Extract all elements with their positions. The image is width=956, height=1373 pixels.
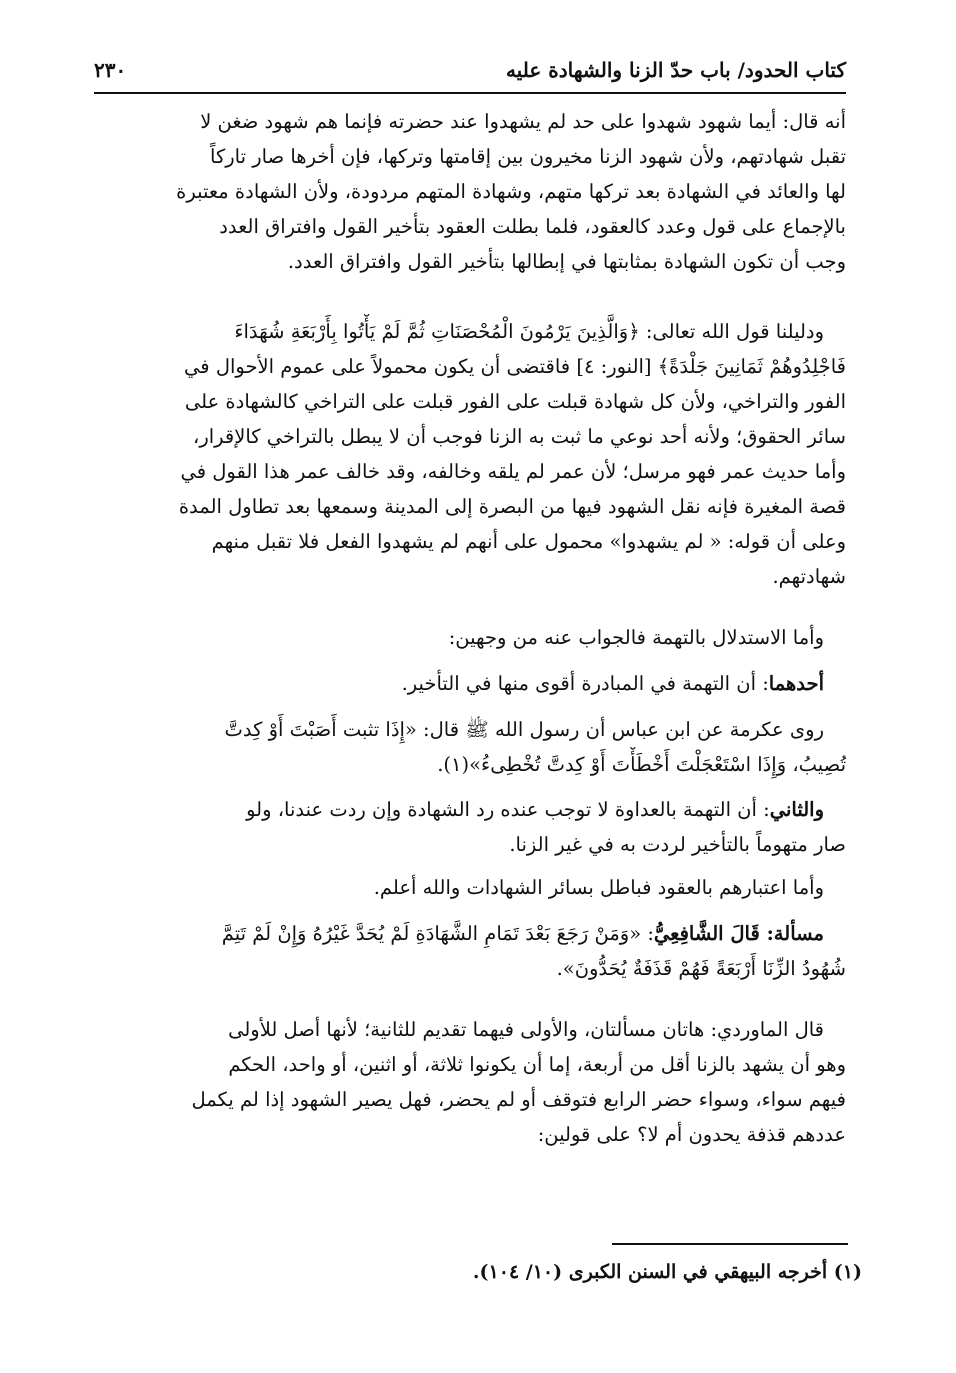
- paragraph: [92, 712, 846, 782]
- text-line: سائر الحقوق؛ ولأنه أحد نوعي ما ثبت به الزنا فوجب أن لا يبطل بالتراخي كالإقرار،: [193, 425, 846, 448]
- text-line: [92, 666, 846, 701]
- text-line: شُهُودُ الزِّنَا أَرْبَعَةً فَهُمْ قَذَفَةٌ يُحَدُّونَ».: [556, 957, 846, 980]
- paragraph: [92, 792, 846, 862]
- text-line: وهو أن يشهد بالزنا أقل من أربعة، إما أن يكونوا ثلاثة، أو اثنين، أو واحد، الحكم: [228, 1053, 846, 1076]
- paragraph: [92, 666, 846, 701]
- text-line: عددهم قذفة يحدون أم لا؟ على قولين:: [537, 1123, 846, 1146]
- text-line: بالإجماع على قول وعدد كالعقود، فلما بطلت العقود بتأخير القول وافتراق العدد: [219, 215, 846, 238]
- text-line: وأما حديث عمر فهو مرسل؛ لأن عمر لم يلقه وخالفه، وقد خالف عمر هذا القول في: [180, 460, 846, 483]
- text-line: تقبل شهادتهم، ولأن شهود الزنا مخيرون بين إقامتها وتركها، فإن أخرها صار تاركاً: [210, 145, 846, 168]
- text-run: : أن التهمة بالعداوة لا توجب عنده رد الشهادة وإن ردت عندنا، ولو: [246, 798, 770, 821]
- paragraph-lead: والثاني: [769, 798, 824, 821]
- text-line: فيهم سواء، وسواء حضر الرابع فتوقف أو لم يحضر، فهل يصير الشهود إذا لم يكمل: [191, 1088, 846, 1111]
- text-line: لها والعائد في الشهادة بعد تركها متهم، وشهادة المتهم مردودة، ولأن الشهادة معتبرة: [176, 180, 846, 203]
- text-line: وأما الاستدلال بالتهمة فالجواب عنه من وجهين:: [448, 626, 824, 649]
- text-line: روى عكرمة عن ابن عباس أن رسول الله ﷺ قال: «إِذَا تثبت أَصَبْتَ أَوْ كِدتَّ: [224, 718, 824, 741]
- footnote-divider: [612, 1243, 848, 1245]
- text-line: فَاجْلِدُوهُمْ ثَمَانِينَ جَلْدَةً﴾ [النور: ٤] فاقتضى أن يكون محمولاً على عموم الأحوال في: [184, 355, 846, 378]
- page-number: ٢٣٠: [94, 58, 127, 82]
- text-line: الفور والتراخي، ولأن كل شهادة قبلت على الفور قبلت على التراخي كالشهادة على: [184, 390, 846, 413]
- paragraph-lead: مسألة: قَالَ الشَّافِعِيُّ: [653, 922, 824, 945]
- text-line: ودليلنا قول الله تعالى: ﴿وَالَّذِينَ يَرْمُونَ الْمُحْصَنَاتِ ثُمَّ لَمْ يَأْتُوا بِأَرْبَعَةِ شُهَدَاءَ: [234, 320, 824, 343]
- text-line: صار متهوماً بالتأخير لردت به في غير الزنا.: [509, 833, 846, 856]
- paragraph: [92, 916, 846, 986]
- text-line: [92, 792, 846, 827]
- footnote: (١) أخرجه البيهقي في السنن الكبرى (١٠/ ١٠٤).: [472, 1261, 862, 1283]
- running-title: كتاب الحدود/ باب حدّ الزنا والشهادة عليه: [505, 58, 846, 82]
- text-run: : أن التهمة في المبادرة أقوى منها في التأخير.: [401, 672, 769, 695]
- text-line: وجب أن تكون الشهادة بمثابتها في إبطالها بتأخير القول وافتراق العدد.: [287, 250, 846, 273]
- text-line: وعلى أن قوله: « لم يشهدوا» محمول على أنهم لم يشهدوا الفعل فلا تقبل منهم: [211, 530, 846, 553]
- text-line: شهادتهم.: [772, 565, 846, 588]
- text-line: [92, 916, 846, 951]
- paragraph-lead: أحدهما: [768, 672, 824, 695]
- text-line: وأما اعتبارهم بالعقود فباطل بسائر الشهادات والله أعلم.: [373, 876, 824, 899]
- paragraph: [92, 104, 846, 279]
- paragraph: [92, 870, 846, 905]
- paragraph: [92, 620, 846, 655]
- paragraph: [92, 314, 846, 594]
- paragraph: [92, 1012, 846, 1152]
- text-line: أنه قال: أيما شهود شهدوا على حد لم يشهدوا عند حضرته فإنما هم شهود ضغن لا: [200, 110, 846, 133]
- page-header: [94, 52, 846, 94]
- text-line: تُصِيبُ، وَإِذَا اسْتَعْجَلْتَ أَخْطَأْتَ أَوْ كِدتَّ تُخْطِىءُ»(١).: [437, 753, 846, 776]
- text-line: قصة المغيرة فإنه نقل الشهود فيها من البصرة إلى المدينة وسمعها بعد تطاول المدة: [178, 495, 846, 518]
- text-run: : «وَمَنْ رَجَعَ بَعْدَ تَمَامِ الشَّهَادَةِ لَمْ يُحَدَّ غَيْرُهُ وَإِنْ لَمْ تَتِمَّ: [221, 922, 654, 945]
- text-line: قال الماوردي: هاتان مسألتان، والأولى فيهما تقديم للثانية؛ لأنها أصل للأولى: [228, 1018, 824, 1041]
